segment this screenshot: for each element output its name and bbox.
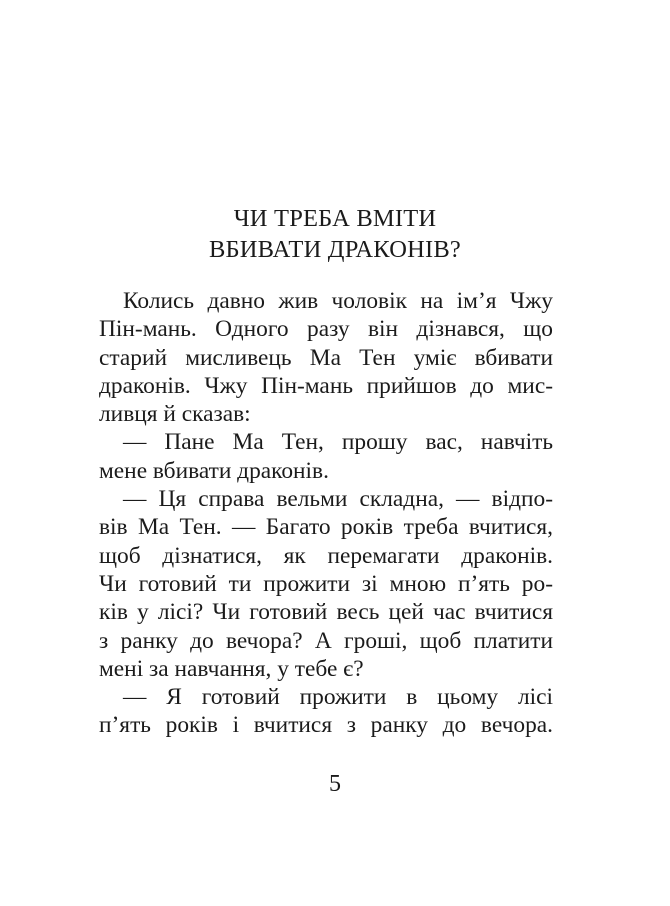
page-number: 5 — [329, 771, 341, 797]
text-line: старий мисливець Ма Тен уміє вбивати — [99, 344, 553, 371]
body-text — [99, 287, 553, 740]
text-line: мені за навчання, у тебе є? — [99, 655, 364, 682]
text-line: вів Ма Тен. — Багато років треба вчитися, — [99, 514, 553, 541]
text-line: Пін-мань. Одного разу він дізнався, що — [99, 316, 553, 343]
text-line: Колись давно жив чоловік на ім’я Чжу — [123, 288, 553, 314]
text-line: Чи готовий ти прожити зі мною п’ять ро- — [99, 570, 553, 597]
text-line: щоб дізнатися, як перемагати драконів. — [99, 542, 553, 569]
text-line: — Ця справа вельми складна, — відпо- — [123, 486, 553, 513]
text-line: ків у лісі? Чи готовий весь цей час вчитися — [99, 599, 553, 626]
text-line: драконів. Чжу Пін-мань прийшов до мис- — [99, 372, 553, 399]
text-line: мене вбивати драконів. — [99, 457, 329, 484]
text-line: п’ять років і вчитися з ранку до вечора. — [99, 712, 553, 739]
text-line: — Я готовий прожити в цьому лісі — [123, 684, 553, 711]
chapter-title — [0, 203, 670, 265]
chapter-title-line-2: ВБИВАТИ ДРАКОНІВ? — [208, 236, 461, 263]
text-line: ливця й сказав: — [99, 401, 251, 428]
text-line: з ранку до вечора? А гроші, щоб платити — [99, 627, 553, 654]
chapter-title-line-1: ЧИ ТРЕБА ВМІТИ — [233, 205, 437, 232]
text-line: — Пане Ма Тен, прошу вас, навчіть — [123, 429, 553, 456]
